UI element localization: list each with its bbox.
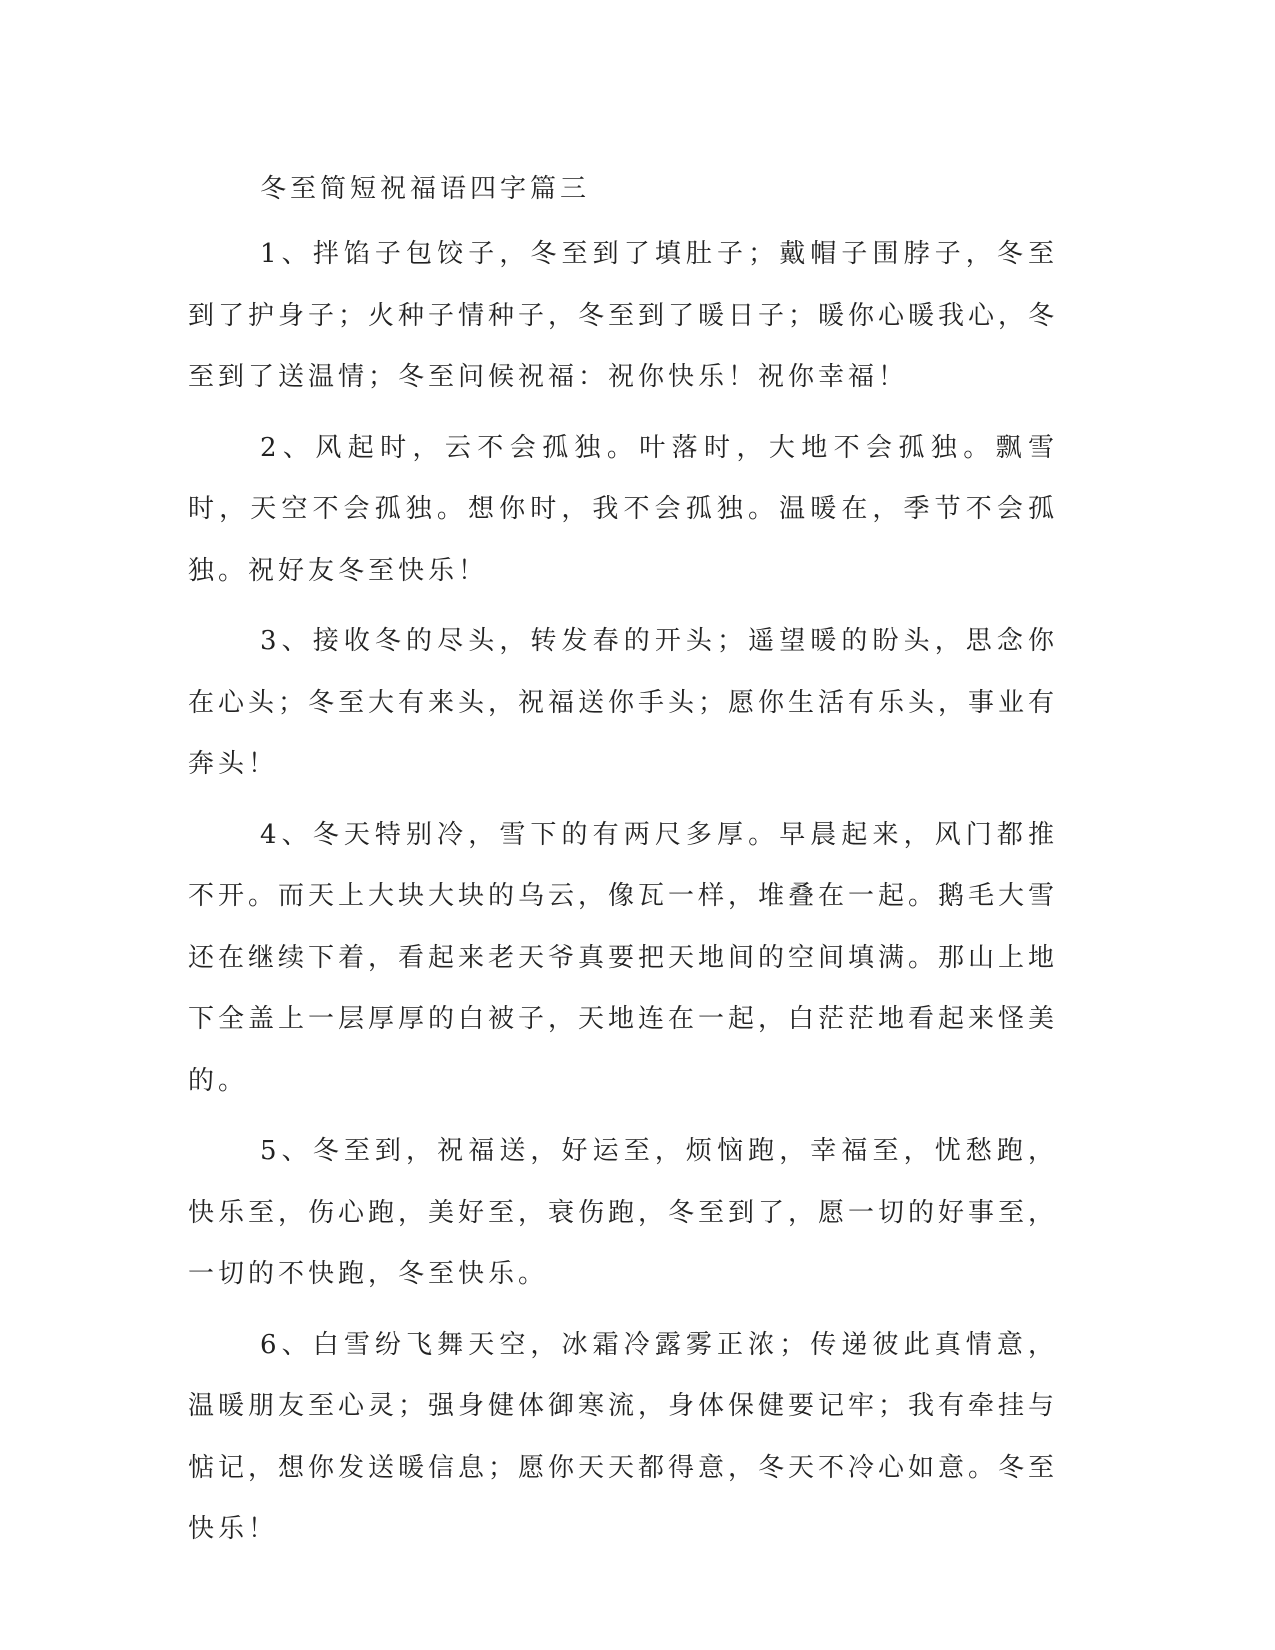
document-body [188,163,1058,1561]
paragraph-2: 2、风起时，云不会孤独。叶落时，大地不会孤独。飘雪时，天空不会孤独。想你时，我不会孤独。温暖在，季节不会孤独。祝好友冬至快乐！ [188,432,1058,586]
section-heading: 冬至简短祝福语四字篇三 [260,174,591,204]
paragraph-6: 6、白雪纷飞舞天空，冰霜冷露雾正浓；传递彼此真情意，温暖朋友至心灵；强身健体御寒流，身体保健要记牢；我有牵挂与惦记，想你发送暖信息；愿你天天都得意，冬天不冷心如意。冬至快乐！ [188,1329,1059,1544]
paragraph-4: 4、冬天特别冷，雪下的有两尺多厚。早晨起来，风门都推不开。而天上大块大块的乌云，像瓦一样，堆叠在一起。鹅毛大雪还在继续下着，看起来老天爷真要把天地间的空间填满。那山上地下全盖上一层厚厚的白被子，天地连在一起，白茫茫地看起来怪美的。 [188,819,1059,1096]
paragraph-3: 3、接收冬的尽头，转发春的开头；遥望暖的盼头，思念你在心头；冬至大有来头，祝福送你手头；愿你生活有乐头，事业有奔头！ [188,626,1059,779]
paragraph-1: 1、拌馅子包饺子，冬至到了填肚子；戴帽子围脖子，冬至到了护身子；火种子情种子，冬至到了暖日子；暖你心暖我心，冬至到了送温情；冬至问候祝福：祝你快乐！祝你幸福！ [188,239,1059,392]
paragraph-5: 5、冬至到，祝福送，好运至，烦恼跑，幸福至，忧愁跑，快乐至，伤心跑，美好至，衰伤跑，冬至到了，愿一切的好事至，一切的不快跑，冬至快乐。 [188,1136,1059,1289]
